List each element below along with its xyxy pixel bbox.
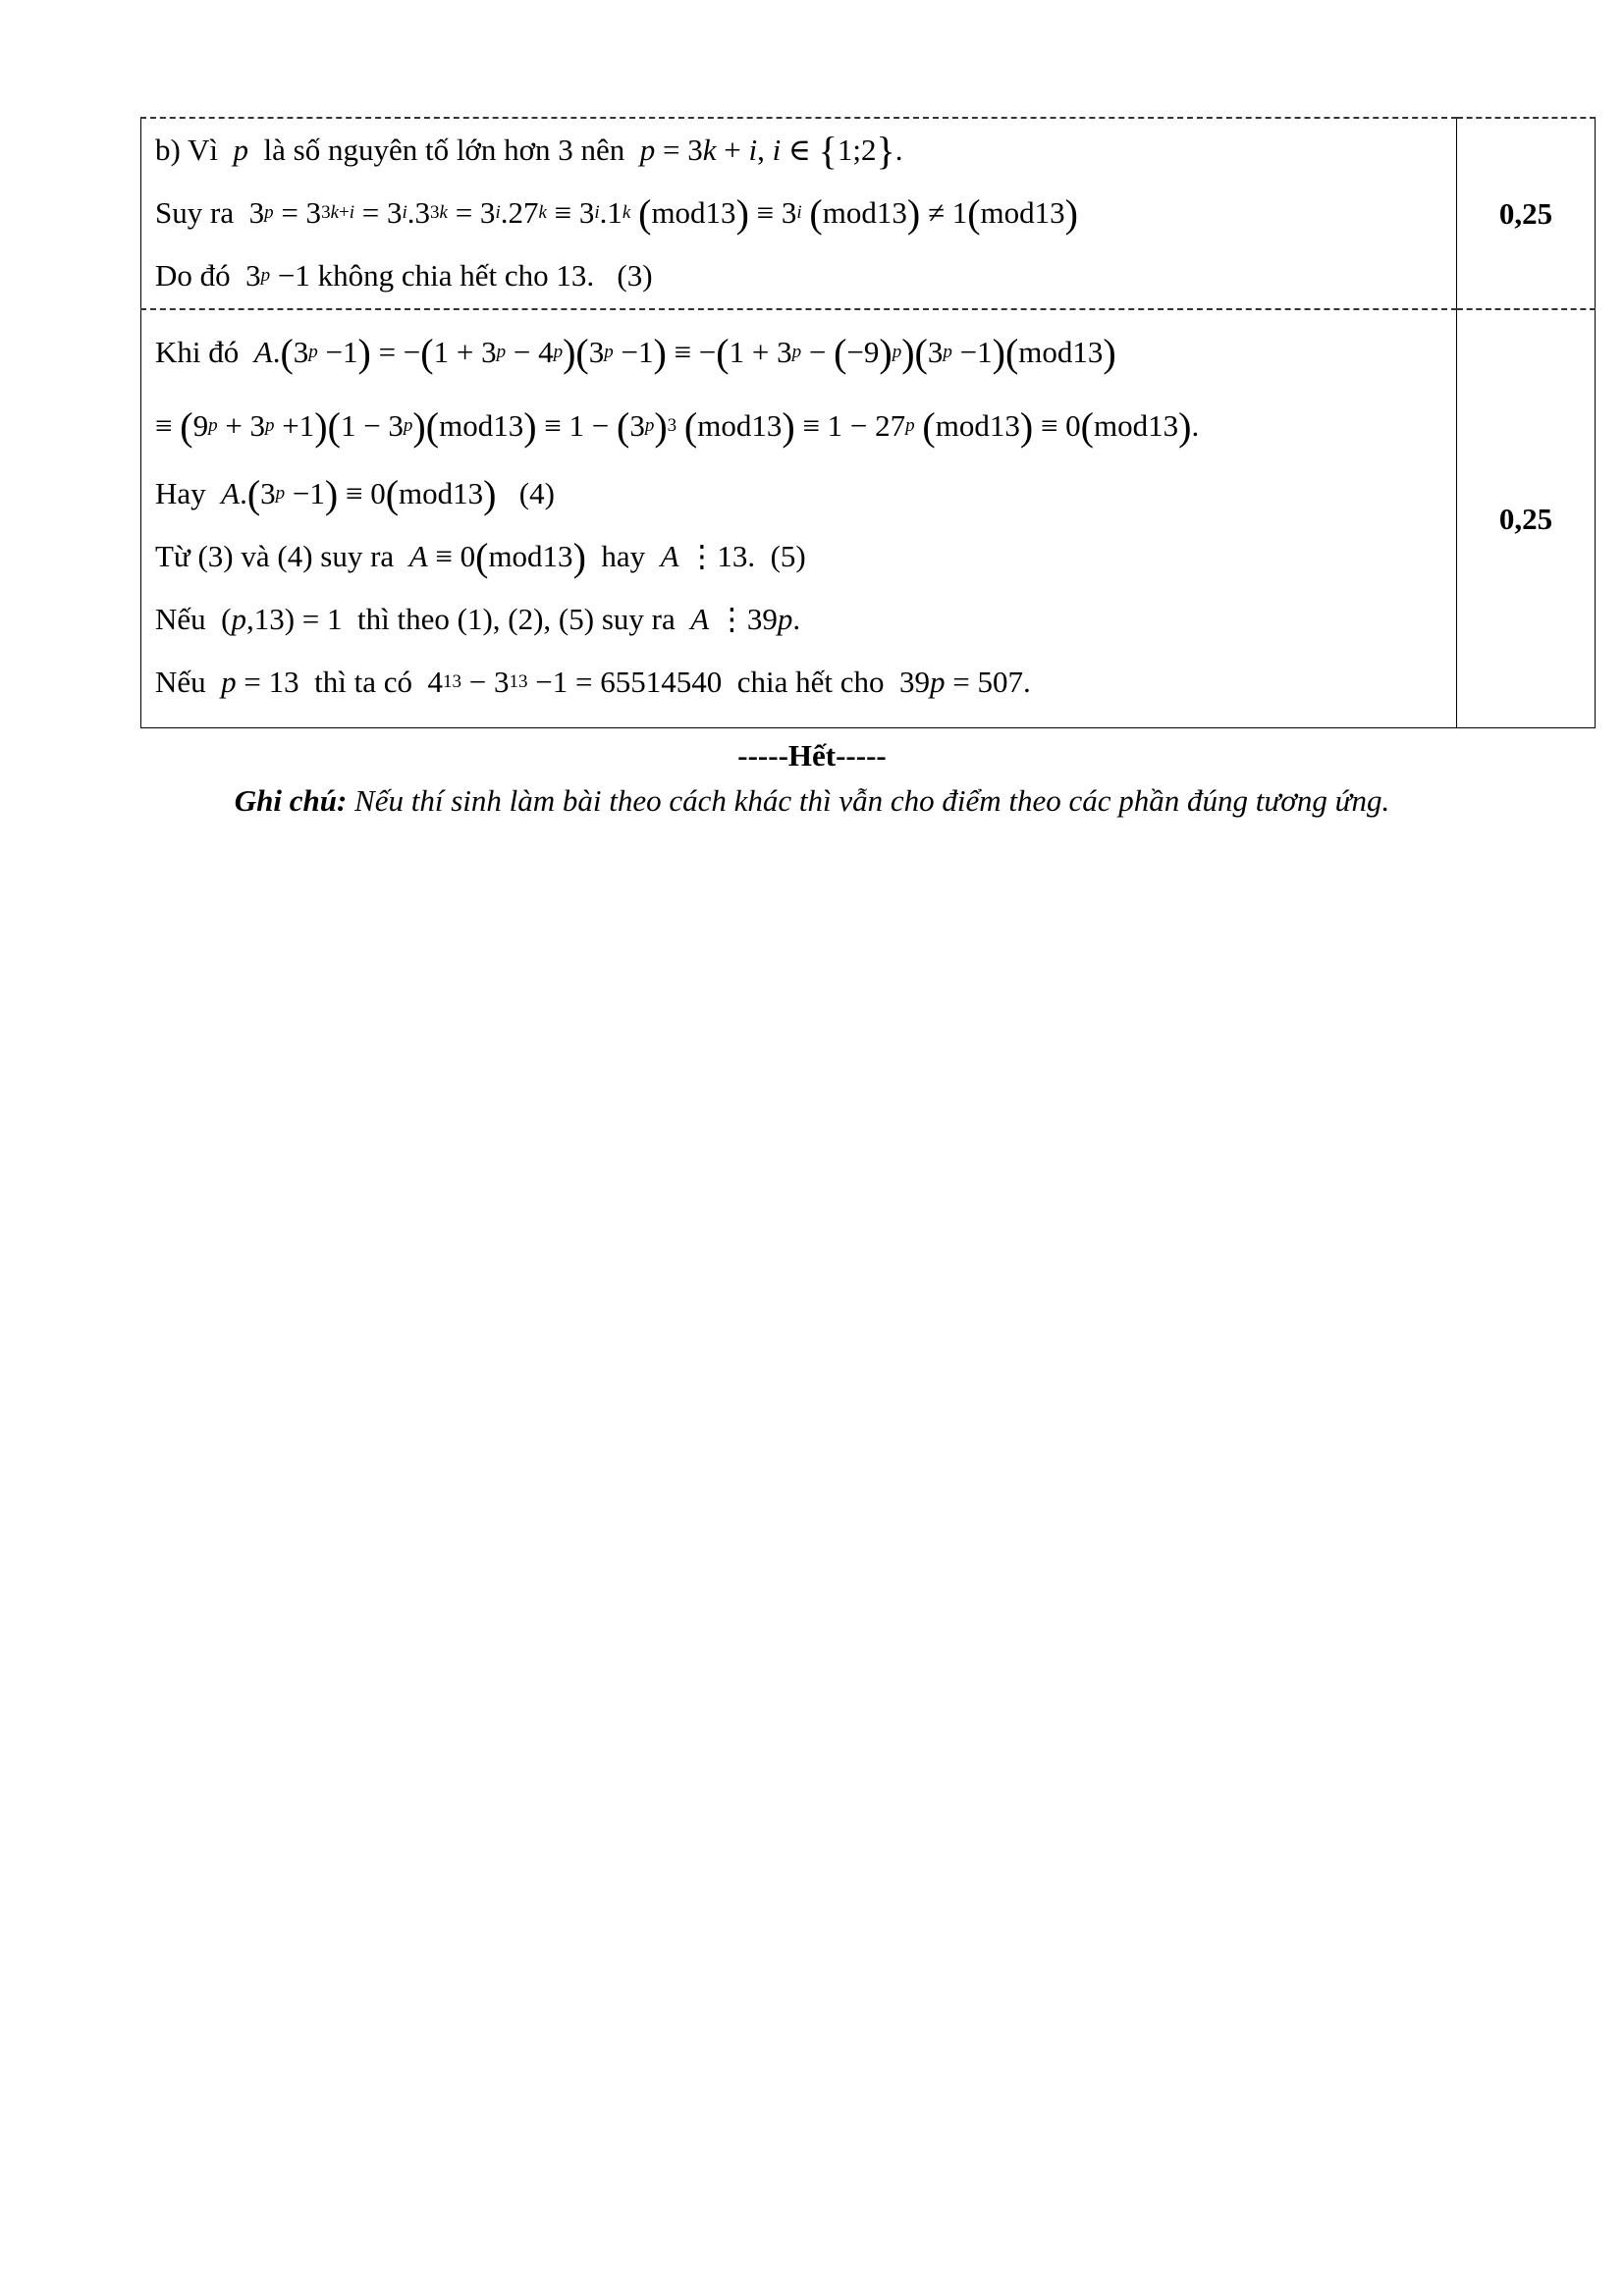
grading-sheet xyxy=(140,117,1582,728)
score-cell: 0,25 xyxy=(1457,118,1596,309)
grading-table xyxy=(140,117,1596,728)
solution-cell xyxy=(141,118,1457,309)
solution-line: Khi đó A . ( 3 p −1 ) = − ( 1 + 3 p − 4 p ) ( 3 p −1 ) ≡ − ( 1 + 3 p − ( −9 ) p ) ( 3 p −1 ) ( mod13 ) xyxy=(155,330,1116,375)
note-text: Nếu thí sinh làm bài theo cách khác thì vẫn cho điểm theo các phần đúng tương ứng. xyxy=(347,783,1390,818)
note-label: Ghi chú: xyxy=(234,783,348,818)
solution-line: ≡ ( 9 p + 3 p +1 ) ( 1 − 3 p ) ( mod13 ) ≡ 1 − ( 3 p ) 3 ( mod13 ) ≡ 1 − 27 p ( mod13 ) ≡ 0 ( mod13 ) . xyxy=(155,403,1200,449)
solution-cell xyxy=(141,309,1457,728)
solution-line: Hay A . ( 3 p −1 ) ≡ 0 ( mod13 ) (4) xyxy=(155,472,555,516)
footer-note xyxy=(0,783,1624,819)
table-row xyxy=(141,309,1596,728)
solution-line: Nếu p = 13 thì ta có 4 13 − 3 13 −1 = 65514540 chia hết cho 39 p = 507. xyxy=(155,665,1031,699)
end-mark: -----Hết----- xyxy=(737,738,887,773)
table-row xyxy=(141,118,1596,309)
solution-line: Từ (3) và (4) suy ra A ≡ 0 ( mod13 ) hay A ⋮13. (5) xyxy=(155,535,806,579)
solution-line: Suy ra 3 p = 3 3k+i = 3 i .3 3k = 3 i .27 k ≡ 3 i .1 k ( mod13 ) ≡ 3 i ( mod13 ) ≠ 1 ( mod13 ) xyxy=(155,191,1078,236)
solution-line: Do đó 3 p −1 không chia hết cho 13. (3) xyxy=(155,258,653,293)
score-cell: 0,25 xyxy=(1457,309,1596,728)
solution-line: b) Vì p là số nguyên tố lớn hơn 3 nên p = 3 k + i , i ∈ { 1;2 } . xyxy=(155,129,903,173)
solution-line: Nếu ( p ,13) = 1 thì theo (1), (2), (5) suy ra A ⋮39 p . xyxy=(155,602,801,636)
